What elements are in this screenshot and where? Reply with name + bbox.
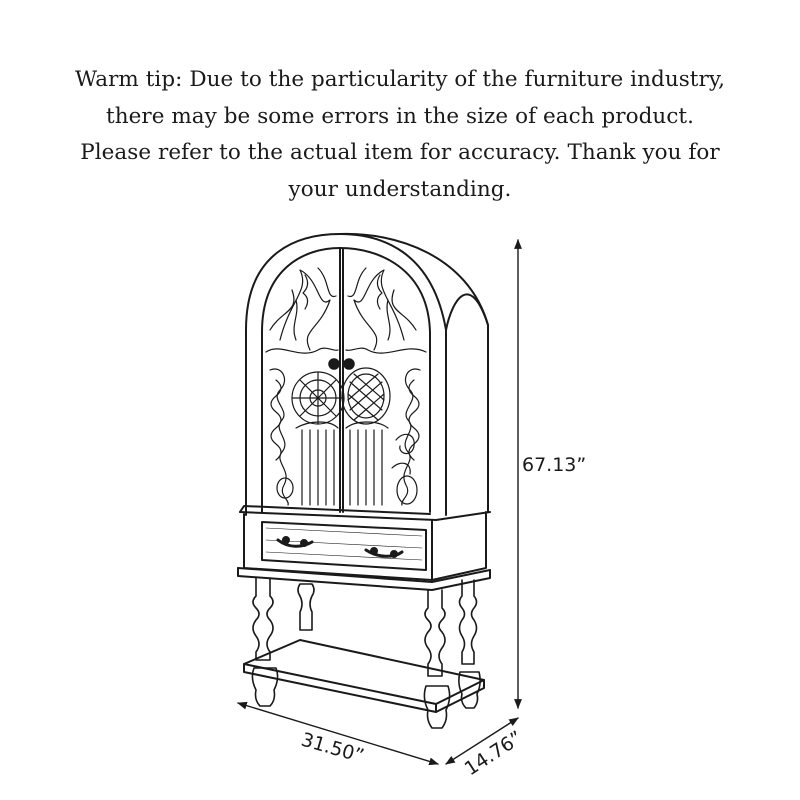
cabinet-body bbox=[240, 234, 490, 520]
height-label: 67.13” bbox=[522, 454, 587, 476]
door-knobs bbox=[329, 359, 354, 369]
door-carvings bbox=[266, 268, 426, 505]
bottom-shelf bbox=[244, 640, 484, 712]
warm-tip-text: Warm tip: Due to the particularity of the furniture industry, there may be some errors in the size of each product. Please refer to the actual item for accuracy. Thank you for your understanding. bbox=[74, 67, 726, 202]
drawer bbox=[238, 512, 490, 590]
legs bbox=[252, 578, 480, 728]
depth-label: 14.76” bbox=[460, 726, 527, 781]
width-label: 31.50” bbox=[298, 728, 367, 768]
